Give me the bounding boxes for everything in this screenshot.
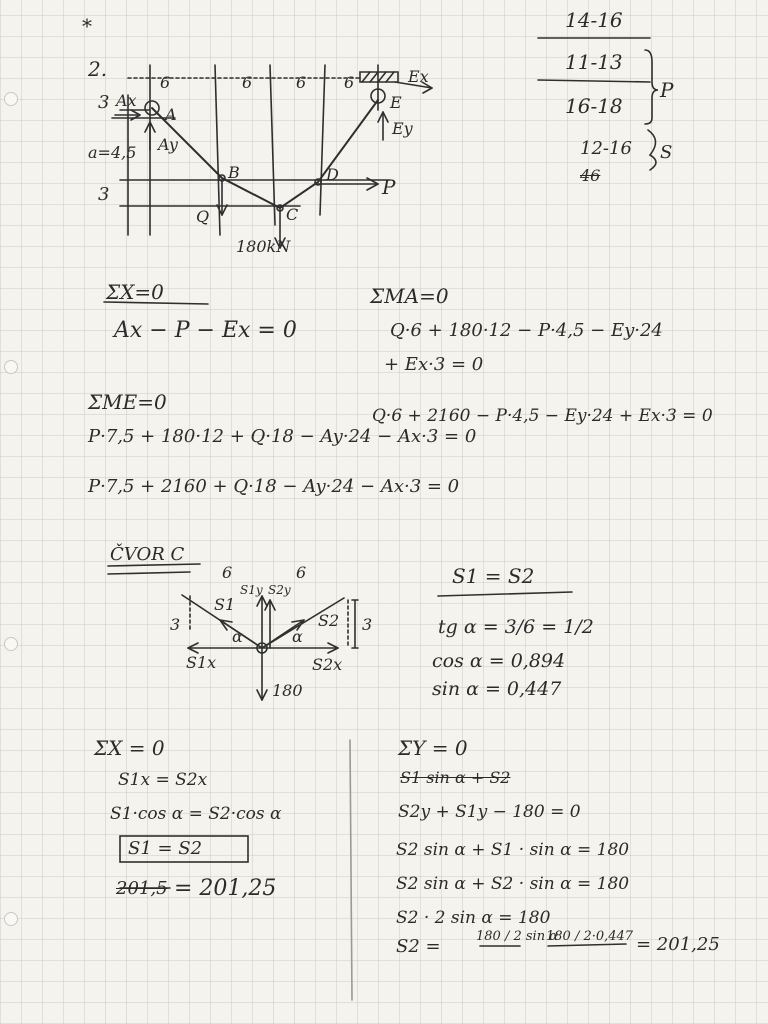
svg-text:B: B [228, 163, 240, 182]
brace-icon [645, 50, 658, 124]
cos-alpha: cos α = 0,894 [432, 650, 566, 672]
svg-text:Ey: Ey [392, 119, 413, 138]
underline [108, 572, 190, 574]
sum-me-title: ΣME=0 [88, 390, 167, 414]
underline [438, 592, 572, 596]
right-struck: S1 sin α + S2 [400, 768, 511, 787]
range-p3: 16-18 [565, 94, 623, 118]
left-struck: 201,5 [116, 878, 168, 899]
range-s: 12-16 [580, 138, 632, 159]
svg-text:3: 3 [170, 615, 181, 634]
right-line5-lhs: S2 = [396, 936, 441, 957]
right-frac2: 180 / 2·0,447 [546, 929, 634, 944]
right-sum-y: ΣY = 0 [398, 736, 468, 760]
svg-text:2.: 2. [88, 57, 108, 81]
sum-ma-line3: Q·6 + 2160 − P·4,5 − Ey·24 + Ex·3 = 0 [372, 406, 713, 426]
svg-text:6: 6 [242, 73, 253, 92]
left-result: = 201,25 [174, 876, 277, 901]
svg-text:3: 3 [98, 92, 110, 113]
s-equal: S1 = S2 [452, 564, 535, 588]
sum-ma-line2: + Ex·3 = 0 [384, 354, 484, 375]
right-frac1: 180 / 2 sin α [476, 929, 558, 944]
svg-text:A: A [165, 105, 177, 124]
svg-text:6: 6 [296, 73, 307, 92]
sum-ma-line1: Q·6 + 180·12 − P·4,5 − Ey·24 [390, 320, 663, 341]
svg-text:E: E [390, 93, 402, 112]
svg-text:180kN: 180kN [236, 237, 291, 256]
grid-line [320, 65, 325, 215]
scribble-number: 46 [580, 166, 601, 185]
fraction-bar [538, 80, 650, 82]
column-divider [350, 740, 352, 1000]
svg-text:S2x: S2x [312, 655, 343, 674]
corner-asterisk: * [82, 14, 92, 38]
node-c-title: ČVOR C [110, 544, 185, 565]
svg-text:S1: S1 [214, 595, 236, 614]
svg-text:6: 6 [344, 73, 355, 92]
svg-text:S1x: S1x [186, 653, 217, 672]
svg-text:6: 6 [160, 73, 171, 92]
left-sum-x: ΣX = 0 [94, 736, 165, 760]
right-result: = 201,25 [636, 934, 720, 955]
svg-text:6: 6 [222, 563, 233, 582]
svg-text:3: 3 [98, 184, 110, 205]
sum-ma-title: ΣMA=0 [370, 284, 449, 308]
svg-text:6: 6 [296, 563, 307, 582]
sum-me-line1: P·7,5 + 180·12 + Q·18 − Ay·24 − Ax·3 = 0 [88, 426, 477, 447]
right-line4: S2 · 2 sin α = 180 [396, 908, 551, 928]
truss-members [152, 100, 378, 208]
grid-line [270, 65, 275, 225]
sum-x-title: ΣX=0 [106, 280, 164, 304]
svg-text:C: C [286, 205, 299, 224]
right-line1: S2y + S1y − 180 = 0 [398, 802, 581, 822]
range-p2: 11-13 [565, 50, 623, 74]
svg-text:S2y: S2y [268, 583, 291, 597]
sum-x-eq: Ax − P − Ex = 0 [114, 318, 297, 343]
right-line3: S2 sin α + S2 · sin α = 180 [396, 874, 630, 894]
svg-text:180: 180 [272, 681, 303, 700]
svg-text:Ay: Ay [158, 135, 178, 154]
left-line3: S1 = S2 [128, 838, 203, 859]
left-line2: S1·cos α = S2·cos α [110, 804, 282, 824]
svg-text:α: α [232, 627, 243, 646]
fraction-bar [548, 944, 626, 946]
right-line2: S2 sin α + S1 · sin α = 180 [396, 840, 630, 860]
svg-text:P: P [382, 175, 396, 199]
brace-icon [648, 130, 656, 170]
sum-me-line2: P·7,5 + 2160 + Q·18 − Ay·24 − Ax·3 = 0 [88, 476, 460, 497]
svg-text:Q: Q [196, 207, 210, 226]
svg-text:3: 3 [362, 615, 373, 634]
left-line1: S1x = S2x [118, 770, 208, 790]
svg-text:S2: S2 [318, 611, 340, 630]
label-s: S [660, 142, 673, 163]
svg-text:Ax: Ax [116, 91, 137, 110]
label-p: P [660, 78, 674, 102]
svg-text:D: D [326, 165, 339, 184]
sin-alpha: sin α = 0,447 [432, 678, 562, 700]
tg-alpha: tg α = 3/6 = 1/2 [438, 616, 594, 638]
svg-text:α: α [292, 627, 303, 646]
svg-text:S1y: S1y [240, 583, 263, 597]
range-p1: 14-16 [565, 8, 623, 32]
svg-text:a=4,5: a=4,5 [88, 143, 137, 162]
svg-text:Ex: Ex [408, 67, 429, 86]
